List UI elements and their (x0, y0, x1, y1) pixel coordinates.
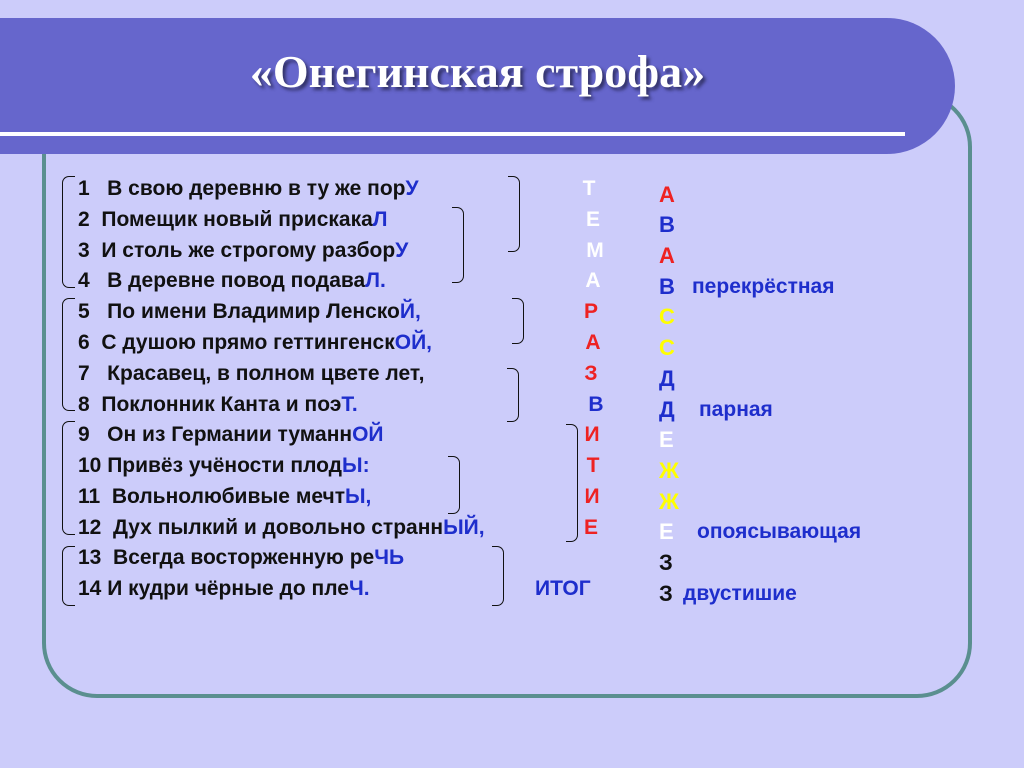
theme-letter: Е (583, 516, 598, 539)
theme-letter: Т (586, 454, 600, 477)
verse-line: 14 И кудри чёрные до плеЧ. (78, 577, 370, 600)
stanza-type-enclosing: опоясывающая (697, 520, 862, 543)
theme-letter: З (584, 362, 598, 385)
rhyme-bracket-right (512, 298, 524, 344)
stanza-type-paired: парная (699, 398, 773, 421)
couplet-bracket-left (62, 546, 75, 606)
scheme-letter: Ж (659, 458, 679, 483)
rhyme-bracket-right (507, 368, 519, 422)
quatrain-bracket-left (62, 298, 75, 411)
theme-letter: Р (583, 300, 598, 323)
verse-line: 5 По имени Владимир ЛенскоЙ, (78, 300, 421, 323)
rhyme-bracket-right (448, 456, 460, 514)
theme-letter: Т (582, 177, 596, 200)
verse-line: 7 Красавец, в полном цвете лет, (78, 362, 425, 385)
verse-line: 3 И столь же строгому разборУ (78, 239, 409, 262)
scheme-letter: С (659, 304, 675, 329)
scheme-letter: Е (659, 519, 674, 544)
theme-letter: И (584, 423, 600, 446)
verse-line: 12 Дух пылкий и довольно страннЫЙ, (78, 516, 485, 539)
title-underline (0, 132, 905, 136)
verse-line: 8 Поклонник Канта и поэТ. (78, 393, 358, 416)
theme-letter: И (584, 485, 600, 508)
stanza-type-cross: перекрёстная (692, 275, 835, 298)
verse-line: 6 С душою прямо геттингенскОЙ, (78, 331, 432, 354)
scheme-letter: Д (659, 366, 675, 391)
theme-letter: М (586, 239, 604, 262)
slide-title: «Онегинская строфа» (249, 46, 706, 97)
itog-label: ИТОГ (535, 577, 591, 600)
couplet-bracket-right (492, 546, 504, 606)
scheme-letter: З (659, 581, 673, 606)
quatrain-bracket-left (62, 421, 75, 535)
theme-letter: В (588, 393, 604, 416)
scheme-letter: Е (659, 427, 674, 452)
scheme-letter: А (659, 182, 675, 207)
verse-line: 10 Привёз учёности плодЫ: (78, 454, 370, 477)
scheme-letter: А (659, 243, 675, 268)
scheme-letter: Д (659, 397, 675, 422)
verse-line: 11 Вольнолюбивые мечтЫ, (78, 485, 372, 508)
scheme-letter: З (659, 550, 673, 575)
theme-letter: Е (585, 208, 600, 231)
theme-letter: А (585, 331, 601, 354)
verse-line: 4 В деревне повод подаваЛ. (78, 269, 386, 292)
scheme-letter: В (659, 212, 675, 237)
scheme-letter: Ж (659, 489, 679, 514)
quatrain-bracket-left (62, 176, 75, 288)
rhyme-bracket-right (508, 176, 520, 252)
theme-letter: А (585, 269, 601, 292)
verse-line: 9 Он из Германии туманнОЙ (78, 423, 384, 446)
scheme-letter: В (659, 274, 675, 299)
verse-line: 1 В свою деревню в ту же порУ (78, 177, 419, 200)
verse-line: 13 Всегда восторженную реЧЬ (78, 546, 405, 569)
stanza-type-couplet: двустишие (683, 582, 797, 605)
rhyme-bracket-right (452, 207, 464, 283)
scheme-letter: С (659, 335, 675, 360)
verse-line: 2 Помещик новый прискакаЛ (78, 208, 388, 231)
